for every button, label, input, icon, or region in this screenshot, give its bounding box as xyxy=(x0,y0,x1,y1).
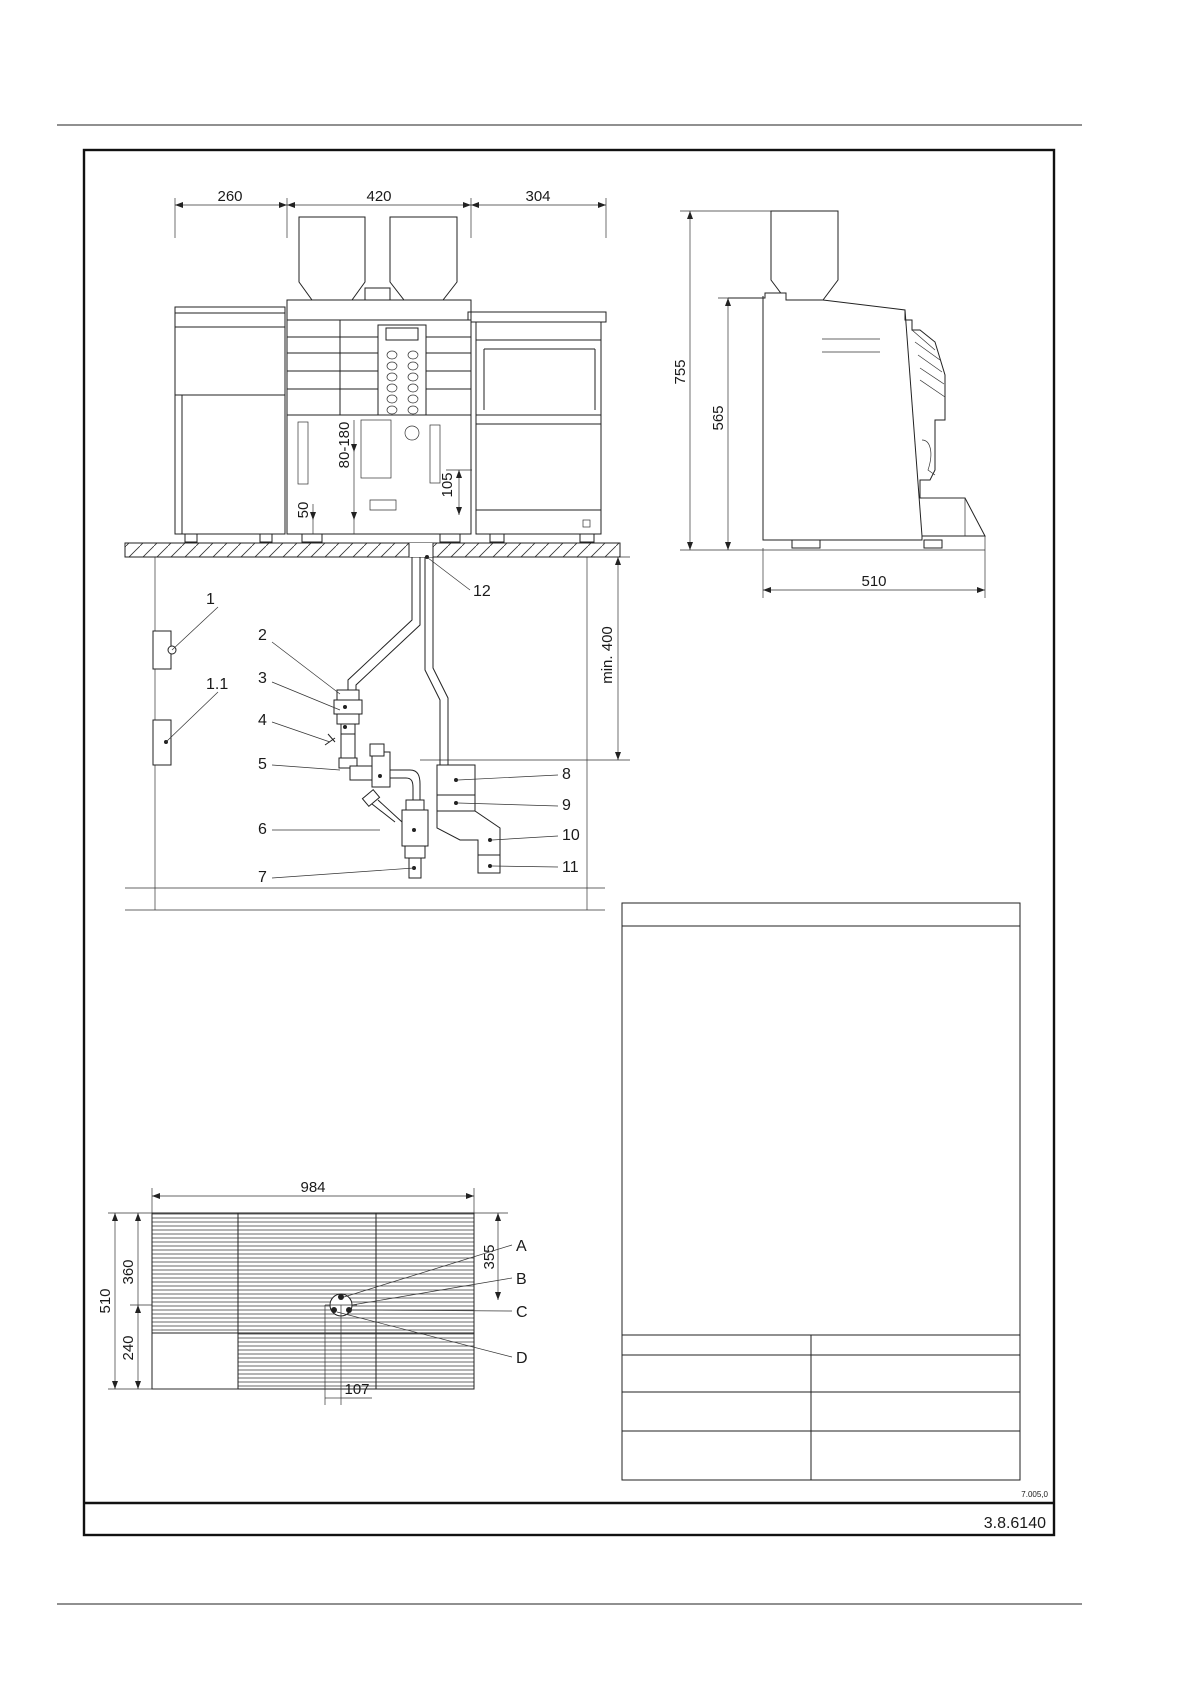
left-cabinet xyxy=(175,307,285,534)
callout-7: 7 xyxy=(258,869,267,886)
callout-3: 3 xyxy=(258,670,267,687)
callout-5: 5 xyxy=(258,756,267,773)
callout-c: C xyxy=(516,1304,528,1321)
footprint-main-area xyxy=(152,1213,474,1333)
dim-footprint-lower: 240 xyxy=(120,1335,137,1361)
drawing-code: 7.005,0 xyxy=(1021,1490,1048,1499)
hopper-right-icon xyxy=(390,217,457,300)
dim-left-width: 260 xyxy=(217,188,243,205)
floor-slab xyxy=(125,543,620,557)
side-hopper-icon xyxy=(771,211,838,300)
front-view xyxy=(125,188,620,557)
callout-a: A xyxy=(516,1238,527,1255)
dim-footprint-107: 107 xyxy=(344,1381,370,1398)
callout-1: 1 xyxy=(206,591,215,608)
dim-80-180: 80-180 xyxy=(336,421,353,469)
callout-9: 9 xyxy=(562,797,571,814)
document-number: 3.8.6140 xyxy=(983,1515,1046,1532)
callout-8: 8 xyxy=(562,766,571,783)
dim-total-height: 755 xyxy=(672,359,689,385)
callout-4: 4 xyxy=(258,712,267,729)
callout-1-1: 1.1 xyxy=(206,676,229,693)
callout-6: 6 xyxy=(258,821,267,838)
dim-footprint-upper: 360 xyxy=(120,1259,137,1285)
callout-10: 10 xyxy=(562,827,580,844)
side-view xyxy=(672,211,985,598)
dim-body-height: 565 xyxy=(710,405,727,431)
side-body xyxy=(728,293,985,540)
dim-footprint-depth: 510 xyxy=(97,1288,114,1314)
callout-11: 11 xyxy=(562,859,579,876)
right-cabinet xyxy=(476,322,601,534)
callout-12: 12 xyxy=(473,583,491,600)
dim-50: 50 xyxy=(295,501,312,519)
dim-min-400: min. 400 xyxy=(599,626,616,684)
callout-2: 2 xyxy=(258,627,267,644)
water-pipe xyxy=(348,557,420,690)
callout-b: B xyxy=(516,1271,527,1288)
dim-depth: 510 xyxy=(861,573,887,590)
display-icon xyxy=(386,328,418,340)
dim-mid-width: 420 xyxy=(366,188,392,205)
dim-105: 105 xyxy=(439,472,456,498)
socket-1-1-icon xyxy=(153,720,171,765)
dim-right-width: 304 xyxy=(525,188,551,205)
hopper-left-icon xyxy=(299,217,365,300)
dim-footprint-width: 984 xyxy=(300,1179,326,1196)
dim-footprint-355: 355 xyxy=(481,1244,498,1270)
callout-d: D xyxy=(516,1350,528,1367)
footprint-plan xyxy=(97,1179,528,1405)
spec-table xyxy=(622,903,1020,1480)
drain-pipe xyxy=(425,557,448,765)
installation-detail xyxy=(125,555,630,910)
